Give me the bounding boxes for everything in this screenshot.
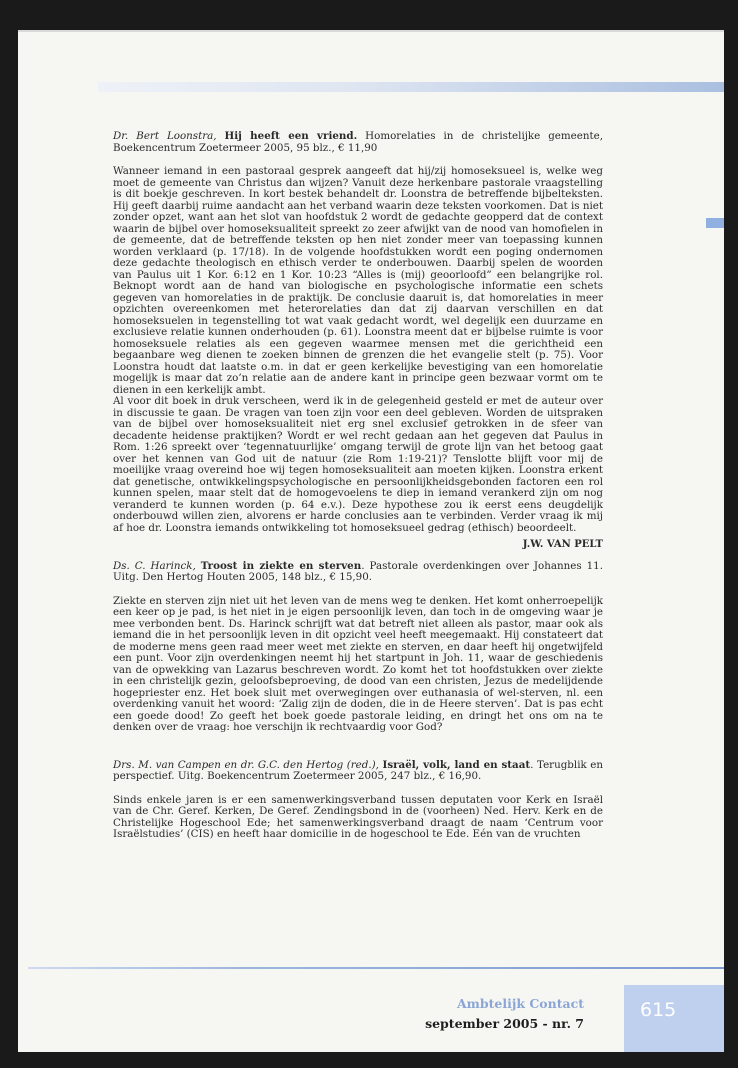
review-2-reference	[113, 561, 603, 584]
document-page	[18, 30, 724, 1052]
review-1-title: Hij heeft een vriend.	[224, 130, 358, 142]
review-2-details: . Pastorale overdenkingen over Johannes 11. Uitg. Den Hertog Houten 2005, 148 blz., € 15,90.	[113, 559, 603, 583]
page-number: 615	[640, 999, 677, 1021]
review-3-author: Drs. M. van Campen en dr. G.C. den Hertog (red.),	[113, 758, 379, 771]
footer-magazine-name: Ambtelijk Contact	[456, 996, 584, 1011]
review-1-signature: J.W. VAN PELT	[522, 539, 603, 550]
page-number-box	[624, 985, 724, 1052]
review-1-paragraph-2: Al voor dit boek in druk verscheen, werd ik in de gelegenheid gesteld er met de auteur over in discussie te gaan. De vragen van toen zijn voor een deel gebleven. Worden de uitspraken van de bijbel over homoseksualiteit niet erg snel exclusief getrokken in de sfeer van decadente heidense praktijken? Wordt er wel recht gedaan aan het gegeven dat Paulus in Rom. 1:26 spreekt over ‘tegennatuurlijke’ omgang terwijl de grote lijn van het betoog gaat over het kennen van God uit de natuur (zie Rom 1:19-21)? Tenslotte blijft voor mij de moeilijke vraag overeind hoe wij tegen homoseksualiteit aan moeten kijken. Loonstra erkent dat genetische, ontwikkelingspsychologische en persoonlijkheidsgebonden factoren een rol kunnen spelen, maar stelt dat de homogevoelens te diep in iemand verankerd zijn om nog veranderd te kunnen worden (p. 64 e.v.). Deze hypothese zou ik eerst eens deugdelijk onderbouwd willen zien, alvorens er harde conclusies aan te verbinden. Verder vraag ik mij af hoe dr. Loonstra iemands ontwikkeling tot homoseksueel gedrag (ethisch) beoordeelt.	[113, 395, 603, 534]
review-1-details: Homorelaties in de christelijke gemeente, Boekencentrum Zoetermeer 2005, 95 blz., € 11,90	[113, 130, 603, 154]
footer-divider	[28, 967, 724, 969]
page-top-line	[18, 30, 724, 32]
review-2-author: Ds. C. Harinck,	[113, 559, 196, 572]
review-1-paragraph-1: Wanneer iemand in een pastoraal gesprek aangeeft dat hij/zij homoseksueel is, welke weg moet de gemeente van Christus dan wijzen? Vanuit deze herkenbare pastorale vraagstelling is dit boekje geschreven. In kort bestek behandelt dr. Loonstra de betreffende bijbelteksten. Hij geeft daarbij ruime aandacht aan het verband waarin deze teksten voorkomen. Dat is niet zonder opzet, want aan het slot van hoofdstuk 2 wordt de gedachte geopperd dat de context waarin de bijbel over homoseksualiteit spreekt zo zeer afwijkt van de nood van homofielen in de gemeente, dat de betreffende teksten op hen niet zonder meer van toepassing kunnen worden verklaard (p. 17/18). In de volgende hoofdstukken wordt een poging ondernomen deze gedachte theologisch en ethisch verder te onderbouwen. Daarbij spelen de woorden van Paulus uit 1 Kor. 6:12 en 1 Kor. 10:23 “Alles is (mij) geoorloofd” een belangrijke rol. Beknopt wordt aan de hand van biologische en psychologische informatie een schets gegeven van homorelaties in de praktijk. De conclusie daaruit is, dat homorelaties in meer opzichten overeenkomen met heterorelaties dan dat zij daarvan verschillen en dat homoseksuelen in tegenstelling tot wat vaak gedacht wordt, wel degelijk een duurzame en exclusieve relatie kunnen onderhouden (p. 61). Loonstra meent dat er bijbelse ruimte is voor homoseksuele relaties als een gegeven waarmee mensen met die gerichtheid een begaanbare weg dienen te zoeken binnen de grenzen die het evangelie stelt (p. 75). Voor Loonstra houdt dat laatste o.m. in dat er geen kerkelijke bevestiging van een homorelatie mogelijk is maar dat zo’n relatie aan de andere kant in principe geen bezwaar vormt om te dienen in een kerkelijk ambt.	[113, 165, 603, 396]
review-3-reference	[113, 760, 603, 783]
header-color-band	[98, 82, 724, 92]
review-2-paragraph-1: Ziekte en sterven zijn niet uit het leven van de mens weg te denken. Het komt onherroepelijk een keer op je pad, is het niet in je eigen persoonlijk leven, dan toch in de omgeving waar je mee verbonden bent. Ds. Harinck schrijft wat dat betreft niet alleen als pastor, maar ook als iemand die in het persoonlijk leven in dit opzicht veel heeft meegemaakt. Hij constateert dat de moderne mens geen raad meer weet met ziekte en sterven, en daar heeft hij ongetwijfeld een punt. Voor zijn overdenkingen neemt hij het startpunt in Joh. 11, waar de geschiedenis van de opwekking van Lazarus beschreven wordt. Zo komt het tot hoofdstukken over ziekte in een christelijk gezin, geloofsbeproeving, de dood van een christen, Jezus de medelijdende hogepriester enz. Het boek sluit met overwegingen over euthanasia of wel-sterven, nl. een overdenking vanuit het woord: ‘Zalig zijn de doden, die in de Heere sterven’. Dat is pas echt een goede dood! Zo geeft het boek goede pastorale leiding, en dringt het ons om na te denken over de vraag: hoe verschijn ik rechtvaardig voor God?	[113, 594, 603, 733]
review-2-title: Troost in ziekte en sterven	[200, 559, 362, 572]
footer-issue: september 2005 - nr. 7	[425, 1016, 584, 1031]
review-3-details: . Terugblik en perspectief. Uitg. Boekencentrum Zoetermeer 2005, 247 blz., € 16,90.	[113, 758, 603, 782]
review-3-paragraph-1: Sinds enkele jaren is er een samenwerkingsverband tussen deputaten voor Kerk en Israël van de Chr. Geref. Kerken, De Geref. Zendingsbond in de (voorheen) Ned. Herv. Kerk en de Christelijke Hogeschool Ede; het samenwerkingsverband draagt de naam ‘Centrum voor Israëlstudies’ (CIS) en heeft haar domicilie in de hogeschool te Ede. Eén van de vruchten	[113, 793, 603, 840]
review-1-author: Dr. Bert Loonstra,	[113, 130, 217, 142]
section-gap	[113, 734, 603, 760]
article-content	[113, 131, 603, 841]
review-1-reference	[113, 131, 603, 154]
review-3-title: Israël, volk, land en staat	[382, 758, 531, 771]
side-tab-marker	[706, 218, 724, 228]
